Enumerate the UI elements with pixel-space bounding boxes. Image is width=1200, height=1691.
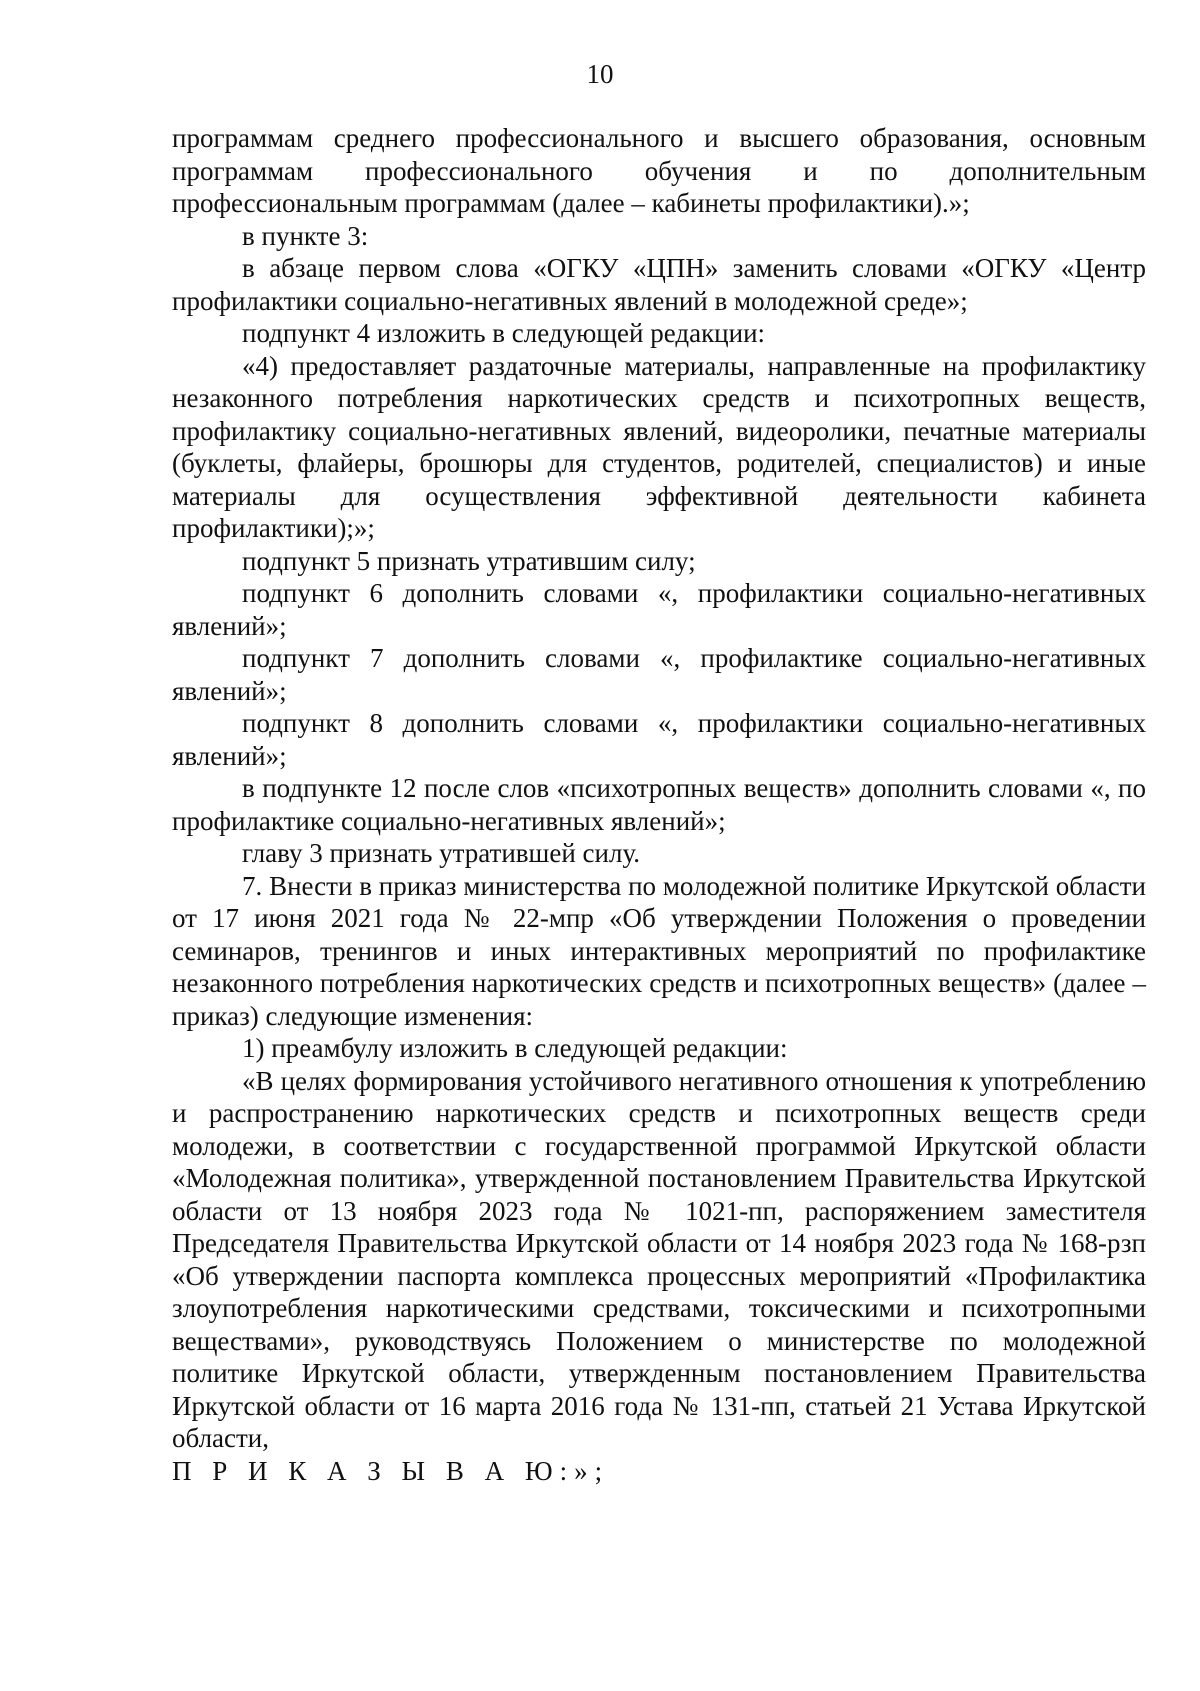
- paragraph-preamble-intro: 1) преамбулу изложить в следующей редакции:: [242, 1033, 788, 1063]
- paragraph-chapter-3: главу 3 признать утратившей силу.: [242, 838, 640, 868]
- paragraph-subpoint-8: подпункт 8 дополнить словами «, профилактики социально-негативных явлений»;: [172, 708, 1146, 771]
- paragraph-order-word: П Р И К А З Ы В А Ю:»;: [172, 1455, 610, 1486]
- paragraph-subpoint-4-intro: подпункт 4 изложить в следующей редакции:: [242, 318, 766, 348]
- paragraph-subpoint-7: подпункт 7 дополнить словами «, профилактике социально-негативных явлений»;: [172, 643, 1146, 706]
- paragraph-subpoint-12: в подпункте 12 после слов «психотропных веществ» дополнить словами «, по профилактике социально-негативных явлений»;: [172, 773, 1146, 836]
- paragraph-first-abzac: в абзаце первом слова «ОГКУ «ЦПН» заменить словами «ОГКУ «Центр профилактики социально-негативных явлений в молодежной среде»;: [172, 253, 1146, 316]
- paragraph-subpoint-6: подпункт 6 дополнить словами «, профилактики социально-негативных явлений»;: [172, 578, 1146, 641]
- page-number: 10: [586, 59, 614, 89]
- document-body: [172, 122, 1146, 1487]
- paragraph-point-3: в пункте 3:: [242, 220, 369, 251]
- paragraph-subpoint-5: подпункт 5 признать утратившим силу;: [242, 545, 696, 576]
- paragraph-item-7: 7. Внести в приказ министерства по молодежной политике Иркутской области от 17 июня 2021 года № 22-мпр «Об утверждении Положения о проведении семинаров, тренингов и иных интерактивных мероприятий по профилактике незаконного потребления наркотических средств и психотропных веществ» (далее – приказ) следующие изменения:: [172, 870, 1146, 1031]
- paragraph-preamble-text: «В целях формирования устойчивого негативного отношения к употреблению и распространению наркотических средств и психотропных веществ среди молодежи, в соответствии с государственной программой Иркутской области «Молодежная политика», утвержденной постановлением Правительства Иркутской области от 13 ноября 2023 года № 1021-пп, распоряжением заместителя Председателя Правительства Иркутской области от 14 ноября 2023 года № 168-рзп «Об утверждении паспорта комплекса процессных мероприятий «Профилактика злоупотребления наркотическими средствами, токсическими и психотропными веществами», руководствуясь Положением о министерстве по молодежной политике Иркутской области, утвержденным постановлением Правительства Иркутской области от 16 марта 2016 года № 131-пп, статьей 21 Устава Иркутской области,: [172, 1065, 1146, 1453]
- paragraph-subpoint-4-text: «4) предоставляет раздаточные материалы, направленные на профилактику незаконного потребления наркотических средств и психотропных веществ, профилактику социально-негативных явлений, видеоролики, печатные материалы (буклеты, флайеры, брошюры для студентов, родителей, специалистов) и иные материалы для осуществления эффективной деятельности кабинета профилактики);»;: [172, 350, 1146, 543]
- paragraph-continuation: программам среднего профессионального и высшего образования, основным программам профессионального обучения и по дополнительным профессиональным программам (далее – кабинеты профилактики).»;: [172, 123, 1146, 218]
